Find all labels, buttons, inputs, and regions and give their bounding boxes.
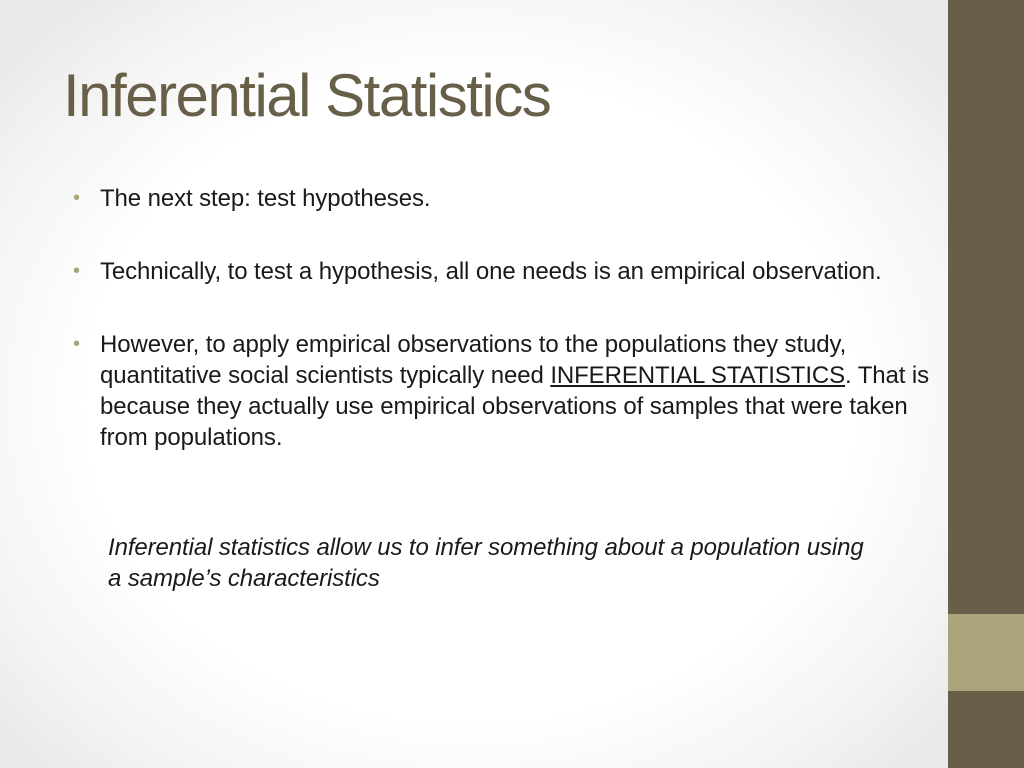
bullet-text: Technically, to test a hypothesis, all one needs is an empirical observation. (100, 258, 882, 285)
definition-note: Inferential statistics allow us to infer something about a population using a sample’s characteristics (108, 534, 864, 592)
inferential-statistics-term: INFERENTIAL STATISTICS (550, 362, 846, 389)
bullet-item (73, 329, 930, 453)
bullet-item (73, 183, 930, 214)
bullet-marker: • (73, 333, 80, 355)
bullet-text-continued: . That is because they actually use empirical observations of samples that were taken from populations. (100, 362, 930, 451)
bullet-marker: • (73, 260, 80, 282)
bullet-text: However, to apply empirical observations to the populations they study, quantitative social scientists typically need (100, 331, 847, 389)
bullet-text: The next step: test hypotheses. (100, 185, 431, 212)
bullet-item (73, 256, 930, 287)
bullet-list (73, 183, 930, 495)
side-bar-accent (948, 614, 1024, 691)
slide-title: Inferential Statistics (63, 62, 551, 129)
bullet-marker: • (73, 187, 80, 209)
